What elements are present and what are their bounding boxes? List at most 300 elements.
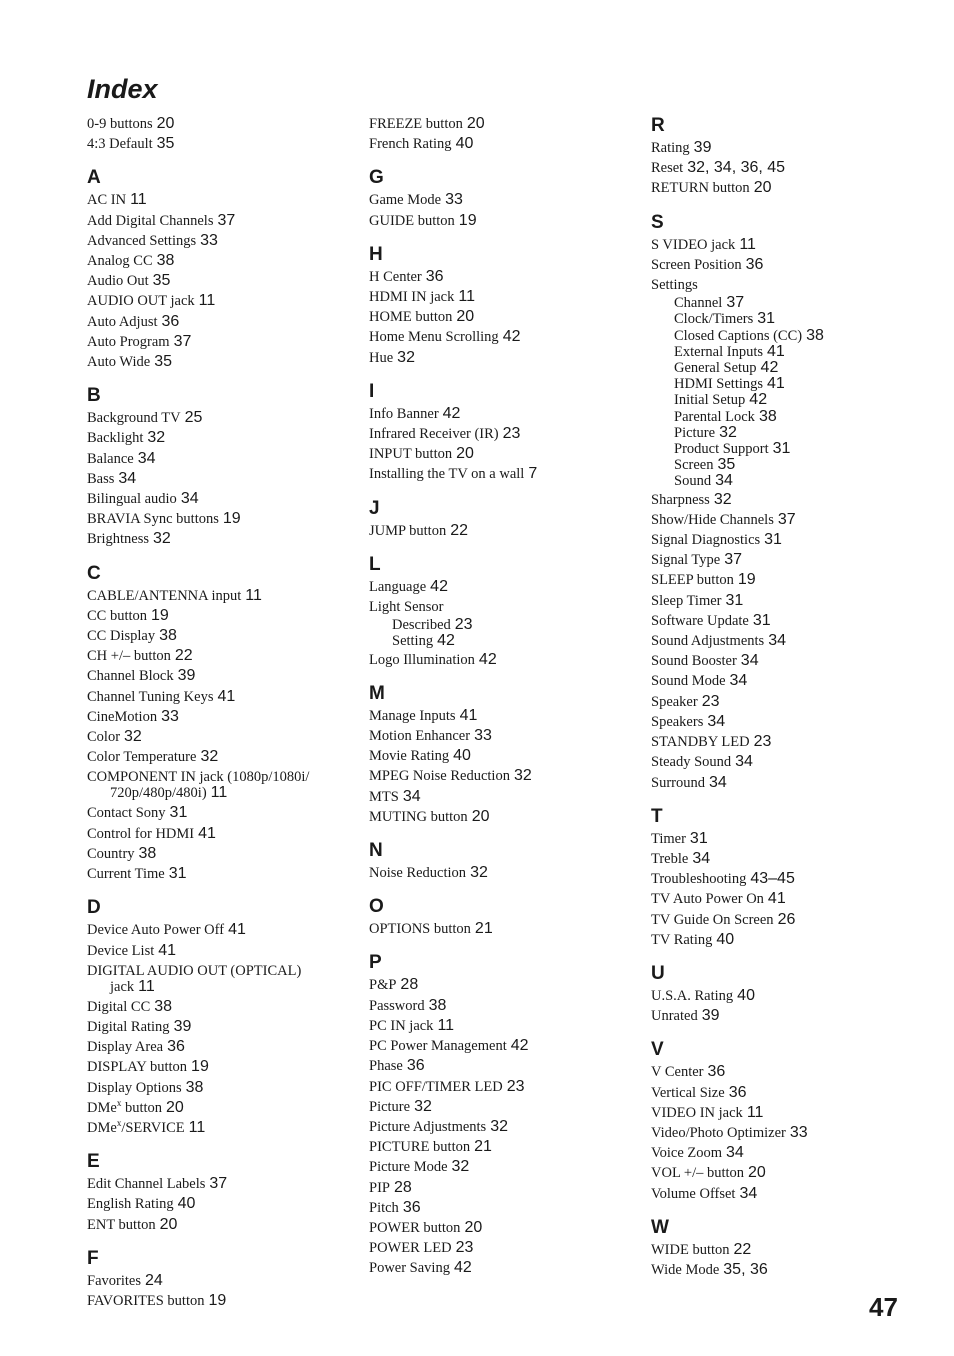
index-entry <box>87 469 357 489</box>
page-ref: 23 <box>502 425 521 443</box>
entry-term: Current Time <box>87 866 165 883</box>
section-letter: P <box>369 952 382 974</box>
index-entry <box>369 650 639 670</box>
index-entry <box>87 941 357 961</box>
entry-term: VOL +/– button <box>651 1165 745 1182</box>
index-entry <box>87 666 357 686</box>
entry-term: Channel Tuning Keys <box>87 688 214 705</box>
entry-term: MTS <box>369 788 399 805</box>
index-entry <box>87 489 357 509</box>
index-entry <box>651 712 921 732</box>
entry-term: Password <box>369 997 425 1014</box>
index-entry <box>651 1123 921 1143</box>
index-section <box>369 243 639 368</box>
entry-term: BRAVIA Sync buttons <box>87 511 219 528</box>
page-ref: 20 <box>466 115 485 132</box>
index-entry <box>651 376 921 392</box>
entry-term: Closed Captions (CC) <box>674 327 803 344</box>
page-ref: 38 <box>185 1078 204 1096</box>
page-number: 47 <box>869 1292 898 1322</box>
index-entry <box>369 633 639 649</box>
entry-term: TV Guide On Screen <box>651 911 774 928</box>
entry-term: Auto Program <box>87 333 170 350</box>
index-section <box>651 805 921 950</box>
section-letter: L <box>369 553 381 575</box>
page-ref: 36 <box>402 1198 421 1216</box>
index-entry <box>651 178 921 198</box>
page-ref: 22 <box>174 647 193 665</box>
index-entry <box>651 295 921 311</box>
index-entry <box>651 631 921 651</box>
index-entry <box>651 1083 921 1103</box>
entry-term: Timer <box>651 830 686 847</box>
index-column-2 <box>369 114 639 1291</box>
entry-term: Picture <box>369 1098 411 1115</box>
section-letter: R <box>651 115 665 136</box>
index-entry <box>651 138 921 158</box>
page-ref: 42 <box>437 632 455 650</box>
page-ref: 32 <box>200 748 219 766</box>
entry-term: Installing the TV on a wall <box>369 466 525 483</box>
page-ref: 34 <box>740 652 759 670</box>
entry-term: TV Auto Power On <box>651 891 764 908</box>
index-entry <box>369 444 639 464</box>
index-entry <box>87 1174 357 1194</box>
entry-term: Voice Zoom <box>651 1145 723 1162</box>
page-ref: 35, 36 <box>723 1260 768 1278</box>
entry-term: Motion Enhancer <box>369 728 471 745</box>
index-section <box>369 114 639 154</box>
index-entry <box>369 1036 639 1056</box>
entry-term: Infrared Receiver (IR) <box>369 426 499 443</box>
section-letter: V <box>651 1039 664 1061</box>
entry-term: Speakers <box>651 713 704 730</box>
entry-term: Language <box>369 578 427 595</box>
index-entry <box>87 352 357 372</box>
index-entry <box>87 646 357 666</box>
index-entry <box>651 611 921 631</box>
page-ref: 36 <box>161 312 180 330</box>
index-section <box>369 166 639 230</box>
page-ref: 22 <box>733 1240 752 1258</box>
page-ref: 40 <box>455 135 474 153</box>
page-ref: 42 <box>502 328 521 346</box>
entry-term: 0-9 buttons <box>87 116 153 132</box>
page-ref: 41 <box>767 375 785 393</box>
entry-term: ENT button <box>87 1216 156 1233</box>
entry-term: STANDBY LED <box>651 734 750 751</box>
index-section <box>369 839 639 883</box>
entry-term: S VIDEO jack <box>651 236 736 253</box>
section-letter: T <box>651 805 663 827</box>
page-ref: 36 <box>167 1038 185 1056</box>
index-entry <box>369 134 639 154</box>
entry-term: Channel Block <box>87 668 174 685</box>
entry-term: Light Sensor <box>369 599 444 616</box>
index-entry <box>651 651 921 671</box>
entry-term: Manage Inputs <box>369 707 456 724</box>
page-ref: 32 <box>490 1117 509 1135</box>
index-entry <box>87 1078 357 1098</box>
index-entry <box>87 963 357 995</box>
entry-term: Treble <box>651 850 689 867</box>
entry-term: Movie Rating <box>369 748 450 765</box>
page-ref: 32 <box>470 864 488 882</box>
index-entry <box>651 392 921 408</box>
index-entry <box>651 1062 921 1082</box>
entry-term: PC Power Management <box>369 1038 507 1055</box>
entry-term-continuation <box>87 979 357 995</box>
index-section <box>369 380 639 485</box>
index-entry <box>369 863 639 883</box>
entry-term: Country <box>87 845 135 862</box>
index-section <box>87 114 357 154</box>
entry-term: PC IN jack <box>369 1017 434 1034</box>
page-ref: 28 <box>393 1178 412 1196</box>
page-ref: 19 <box>737 571 756 589</box>
index-entry <box>369 267 639 287</box>
index-entry <box>651 930 921 950</box>
entry-term: CC button <box>87 607 148 624</box>
entry-term-tail: /SERVICE <box>121 1119 185 1136</box>
entry-term: Show/Hide Channels <box>651 511 774 528</box>
page-ref: 19 <box>222 510 241 528</box>
index-entry <box>651 425 921 441</box>
index-entry <box>87 707 357 727</box>
entry-term: VIDEO IN jack <box>651 1104 743 1121</box>
index-entry <box>369 746 639 766</box>
section-letter: W <box>651 1216 669 1238</box>
index-section <box>651 114 921 199</box>
index-entry <box>651 409 921 425</box>
page-ref: 32 <box>414 1097 432 1115</box>
index-section <box>651 1216 921 1280</box>
index-entry <box>369 1016 639 1036</box>
entry-term: Sound Adjustments <box>651 633 765 650</box>
index-entry <box>87 1017 357 1037</box>
page-ref: 19 <box>458 211 477 229</box>
page-ref: 42 <box>510 1037 529 1055</box>
page-ref: 11 <box>130 191 147 209</box>
page-ref: 11 <box>138 977 155 995</box>
entry-term: POWER button <box>369 1219 461 1236</box>
entry-term: CC Display <box>87 628 156 645</box>
index-entry <box>651 457 921 473</box>
page-ref: 34 <box>402 787 421 805</box>
index-entry <box>87 997 357 1017</box>
entry-term: Sound Mode <box>651 673 726 690</box>
page-ref: 20 <box>456 445 474 463</box>
entry-term: Display Options <box>87 1079 182 1096</box>
page-ref: 11 <box>245 586 262 604</box>
index-entry <box>651 570 921 590</box>
entry-term: Described <box>392 617 451 634</box>
entry-term: DIGITAL AUDIO OUT (OPTICAL) <box>87 962 302 979</box>
entry-term: U.S.A. Rating <box>651 987 734 1004</box>
index-entry <box>651 869 921 889</box>
index-entry <box>651 752 921 772</box>
page-ref: 34 <box>708 773 727 791</box>
page-ref: 32, 34, 36, 45 <box>687 159 786 177</box>
entry-term: PICTURE button <box>369 1139 471 1156</box>
entry-term: 4:3 Default <box>87 136 153 153</box>
entry-term: Speaker <box>651 693 698 710</box>
section-letter: G <box>369 167 384 189</box>
entry-term: CH +/– button <box>87 648 171 665</box>
page-ref: 35 <box>717 456 736 474</box>
entry-term: DISPLAY button <box>87 1059 188 1076</box>
page-ref: 31 <box>764 531 782 549</box>
entry-term: Vertical Size <box>651 1084 725 1101</box>
index-entry <box>87 449 357 469</box>
index-entry <box>651 530 921 550</box>
index-entry <box>651 328 921 344</box>
section-letter: N <box>369 840 383 862</box>
page-ref: 40 <box>716 930 735 948</box>
entry-term: Unrated <box>651 1008 698 1025</box>
index-entry <box>369 1056 639 1076</box>
index-entry <box>369 521 639 541</box>
entry-term: Video/Photo Optimizer <box>651 1124 786 1141</box>
page-ref: 37 <box>726 294 745 312</box>
page-ref: 31 <box>757 310 776 328</box>
page-ref: 32 <box>719 423 737 441</box>
page-ref: 34 <box>118 469 137 487</box>
page-ref: 34 <box>729 672 748 690</box>
index-section <box>369 553 639 670</box>
entry-term: Initial Setup <box>674 392 746 409</box>
index-section <box>651 962 921 1026</box>
page-ref: 35 <box>156 135 175 153</box>
page-ref: 32 <box>153 530 171 548</box>
page-ref: 38 <box>159 627 177 645</box>
index-entry <box>369 348 639 368</box>
entry-term: Picture <box>674 424 716 441</box>
page-ref: 31 <box>752 611 771 629</box>
page-ref: 42 <box>760 359 779 377</box>
index-entry <box>369 726 639 746</box>
entry-term: HDMI IN jack <box>369 289 455 306</box>
page-ref: 42 <box>749 391 768 409</box>
page-ref: 41 <box>217 687 236 705</box>
index-column-1 <box>87 114 357 1323</box>
entry-term: P&P <box>369 977 397 994</box>
entry-term-cont-text: 720p/480p/480i) <box>110 785 207 802</box>
page-ref: 37 <box>724 551 742 569</box>
index-entry <box>369 1238 639 1258</box>
index-entry <box>369 787 639 807</box>
index-entry <box>369 1198 639 1218</box>
entry-term: INPUT button <box>369 446 453 463</box>
index-entry <box>651 1184 921 1204</box>
page-ref: 32 <box>513 767 532 785</box>
entry-term: SLEEP button <box>651 572 734 589</box>
page-ref: 31 <box>689 829 708 847</box>
index-entry <box>651 692 921 712</box>
index-entry <box>369 807 639 827</box>
entry-term: HDMI Settings <box>674 376 764 393</box>
index-entry <box>87 920 357 940</box>
entry-term: HOME button <box>369 309 453 326</box>
index-entry <box>369 1077 639 1097</box>
entry-term: OPTIONS button <box>369 921 471 938</box>
page-ref: 11 <box>746 1103 764 1121</box>
entry-term: Favorites <box>87 1272 141 1289</box>
index-section <box>369 895 639 939</box>
index-entry <box>651 732 921 752</box>
index-entry <box>651 1103 921 1123</box>
index-entry <box>87 332 357 352</box>
page-ref: 39 <box>701 1007 720 1025</box>
entry-term: POWER LED <box>369 1240 452 1257</box>
entry-term: Noise Reduction <box>369 865 467 882</box>
entry-term: Control for HDMI <box>87 825 195 842</box>
page-ref: 22 <box>450 521 469 539</box>
index-entry <box>87 271 357 291</box>
entry-term: COMPONENT IN jack (1080p/1080i/ <box>87 769 310 786</box>
page-ref: 33 <box>474 727 492 745</box>
entry-term: DMe <box>87 1099 117 1116</box>
index-entry <box>87 824 357 844</box>
entry-term: Info Banner <box>369 405 439 422</box>
section-letter: B <box>87 385 101 407</box>
entry-term-continuation <box>87 785 357 801</box>
index-entry <box>87 626 357 646</box>
entry-term: FAVORITES button <box>87 1292 205 1309</box>
entry-term: Auto Adjust <box>87 313 158 330</box>
index-entry <box>369 114 639 134</box>
entry-term-tail: button <box>121 1099 162 1116</box>
index-entry <box>369 1157 639 1177</box>
page-ref: 32 <box>147 429 166 447</box>
entry-term: Sound <box>674 473 712 490</box>
index-entry <box>651 158 921 178</box>
page-ref: 19 <box>191 1058 209 1076</box>
entry-term: FREEZE button <box>369 116 463 132</box>
entry-term: Color Temperature <box>87 749 197 766</box>
page-ref: 33 <box>161 707 179 725</box>
section-letter: A <box>87 167 101 189</box>
page-ref: 11 <box>188 1118 206 1136</box>
page-ref: 38 <box>156 252 175 270</box>
entry-term: Sound Booster <box>651 653 737 670</box>
index-entry <box>369 287 639 307</box>
index-entry <box>369 975 639 995</box>
page-ref: 38 <box>806 326 824 344</box>
page-ref: 36 <box>745 255 764 273</box>
entry-term: Setting <box>392 633 434 650</box>
index-section <box>87 896 357 1138</box>
index-entry <box>87 586 357 606</box>
entry-term: Settings <box>651 277 698 294</box>
entry-term: Digital CC <box>87 998 151 1015</box>
entry-term: H Center <box>369 268 422 285</box>
page-ref: 20 <box>471 807 490 825</box>
index-entry <box>369 617 639 633</box>
entry-term: Sharpness <box>651 491 710 508</box>
index-entry <box>369 190 639 210</box>
index-entry <box>651 1260 921 1280</box>
index-entry <box>87 408 357 428</box>
page-ref: 23 <box>506 1077 525 1095</box>
index-entry <box>369 996 639 1016</box>
section-letter: J <box>369 497 380 519</box>
index-entry <box>87 727 357 747</box>
index-entry <box>651 255 921 275</box>
page-ref: 37 <box>209 1175 228 1193</box>
index-entry <box>651 986 921 1006</box>
index-entry <box>87 803 357 823</box>
index-entry <box>87 428 357 448</box>
index-entry <box>651 910 921 930</box>
index-entry <box>369 424 639 444</box>
entry-term: Rating <box>651 140 690 156</box>
page-ref: 31 <box>168 865 187 883</box>
entry-term: Add Digital Channels <box>87 212 214 229</box>
index-entry <box>87 1057 357 1077</box>
entry-term: Game Mode <box>369 192 442 209</box>
entry-term: DMe <box>87 1119 117 1136</box>
page-ref: 24 <box>144 1271 163 1289</box>
page-ref: 26 <box>777 910 796 928</box>
index-entry <box>651 235 921 255</box>
entry-term: Logo Illumination <box>369 651 475 668</box>
index-section <box>87 1150 357 1235</box>
index-column-3 <box>651 114 921 1292</box>
page-ref: 20 <box>456 308 475 326</box>
index-entry <box>87 864 357 884</box>
page-ref: 41 <box>158 941 177 959</box>
entry-term: Volume Offset <box>651 1185 736 1202</box>
page-ref: 42 <box>430 577 448 595</box>
page-ref: 38 <box>428 996 447 1014</box>
index-entry <box>369 1097 639 1117</box>
index-entry <box>369 919 639 939</box>
entry-term: Signal Type <box>651 552 721 569</box>
index-entry <box>651 1163 921 1183</box>
index-section <box>87 166 357 372</box>
page-ref: 19 <box>208 1291 227 1309</box>
page-ref: 20 <box>464 1218 483 1236</box>
page-ref: 11 <box>458 288 475 306</box>
page-ref: 32 <box>451 1158 470 1176</box>
page-ref: 41 <box>459 706 478 724</box>
index-entry <box>651 1006 921 1026</box>
entry-term: Surround <box>651 774 705 791</box>
entry-term: Color <box>87 729 121 746</box>
page-ref: 11 <box>739 235 756 253</box>
index-section <box>87 1247 357 1311</box>
superscript: x <box>116 1097 122 1108</box>
page-ref: 23 <box>455 1239 474 1257</box>
index-entry <box>87 687 357 707</box>
entry-term: MPEG Noise Reduction <box>369 768 510 785</box>
page-ref: 33 <box>200 231 218 249</box>
page-ref: 23 <box>701 692 720 710</box>
section-letter: U <box>651 962 665 984</box>
page-ref: 31 <box>169 804 188 822</box>
entry-term: English Rating <box>87 1196 174 1213</box>
page-ref: 39 <box>177 667 196 685</box>
index-entry <box>87 747 357 767</box>
entry-term: JUMP button <box>369 522 447 539</box>
page-ref: 42 <box>453 1259 472 1277</box>
entry-term: Edit Channel Labels <box>87 1176 206 1193</box>
page-title: Index <box>87 74 158 104</box>
index-entry <box>87 844 357 864</box>
entry-term: Backlight <box>87 430 144 447</box>
index-entry <box>651 591 921 611</box>
